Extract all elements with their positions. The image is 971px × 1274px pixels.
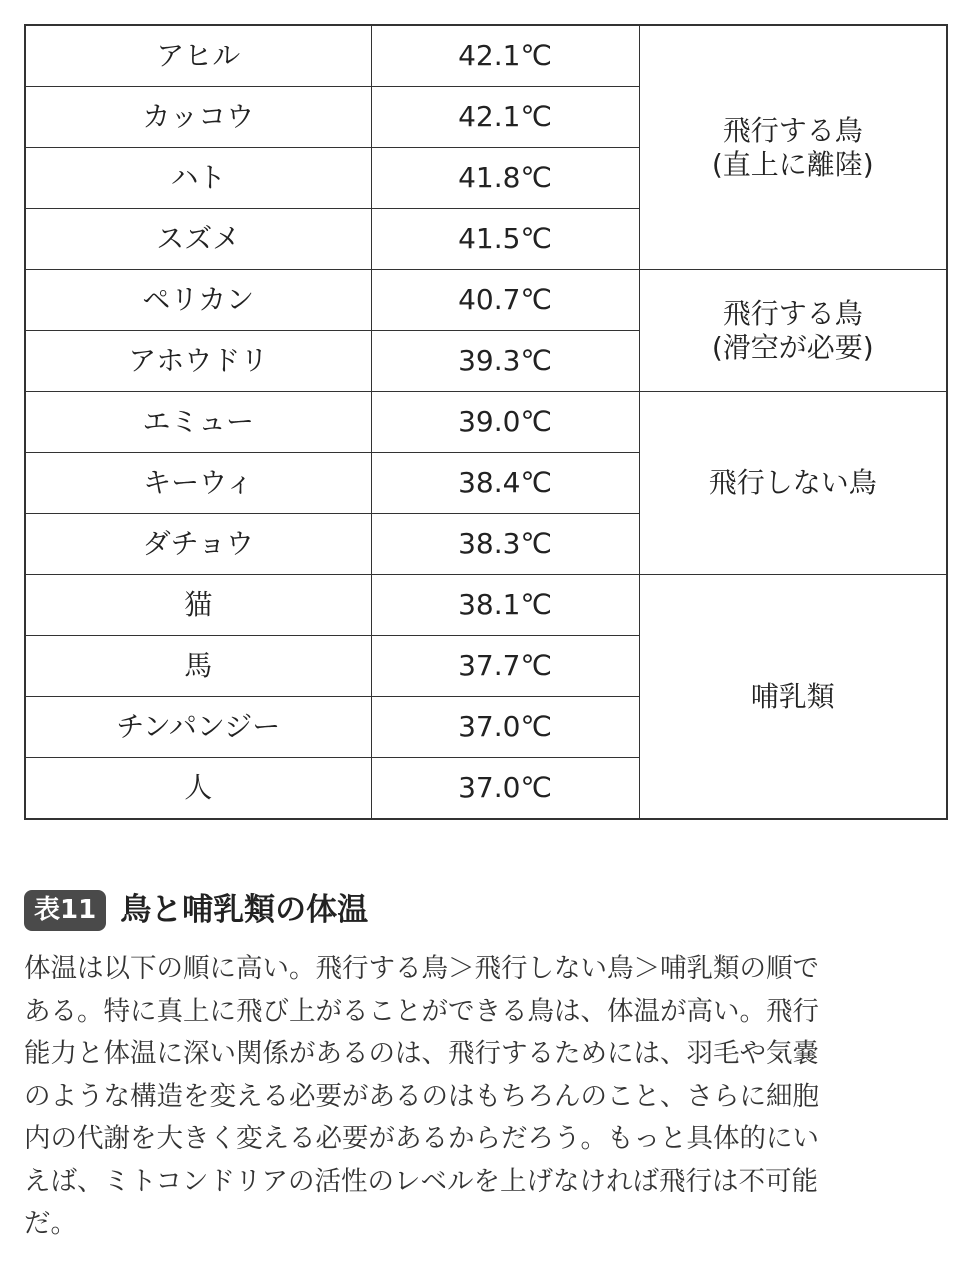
- body-temp: 42.1℃: [371, 87, 639, 148]
- paragraph-line: 内の代謝を大きく変える必要があるからだろう。もっと具体的にい: [24, 1123, 819, 1154]
- body-temp: 41.8℃: [371, 148, 639, 209]
- body-temp: 39.3℃: [371, 331, 639, 392]
- table-number-badge: 表11: [24, 890, 106, 931]
- animal-name: キーウィ: [25, 453, 371, 514]
- animal-name: 馬: [25, 636, 371, 697]
- body-temp: 41.5℃: [371, 209, 639, 270]
- table-row: [25, 25, 947, 87]
- group-label: 飛行する鳥: [722, 113, 863, 147]
- body-paragraph: [24, 948, 948, 1246]
- table-row: [25, 575, 947, 636]
- body-temp: 38.3℃: [371, 514, 639, 575]
- group-label: 哺乳類: [750, 679, 835, 713]
- animal-name: カッコウ: [25, 87, 371, 148]
- animal-name: チンパンジー: [25, 697, 371, 758]
- table-title: 鳥と哺乳類の体温: [120, 892, 369, 928]
- animal-name: ペリカン: [25, 270, 371, 331]
- paragraph-line: だ。: [24, 1208, 77, 1239]
- animal-name: エミュー: [25, 392, 371, 453]
- group-cell: [639, 575, 947, 820]
- body-temp: 42.1℃: [371, 25, 639, 87]
- body-temp: 39.0℃: [371, 392, 639, 453]
- paragraph-line: ある。特に真上に飛び上がることができる鳥は、体温が高い。飛行: [24, 995, 819, 1027]
- table-caption: [24, 888, 368, 932]
- paragraph-line: のような構造を変える必要があるのはもちろんのこと、さらに細胞: [24, 1080, 819, 1112]
- body-temperature-table: [24, 24, 948, 820]
- animal-name: アホウドリ: [25, 331, 371, 392]
- body-temp: 38.1℃: [371, 575, 639, 636]
- table-row: [25, 270, 947, 331]
- group-note: (滑空が必要): [711, 330, 874, 364]
- group-label: 飛行する鳥: [722, 296, 863, 330]
- paragraph-line: 体温は以下の順に高い。飛行する鳥＞飛行しない鳥＞哺乳類の順で: [24, 953, 819, 984]
- paragraph-line: 能力と体温に深い関係があるのは、飛行するためには、羽毛や気嚢: [24, 1038, 819, 1069]
- group-note: (直上に離陸): [711, 147, 874, 181]
- body-temp: 37.7℃: [371, 636, 639, 697]
- animal-name: 猫: [25, 575, 371, 636]
- animal-name: ダチョウ: [25, 514, 371, 575]
- body-temp: 38.4℃: [371, 453, 639, 514]
- animal-name: ハト: [25, 148, 371, 209]
- animal-name: アヒル: [25, 25, 371, 87]
- body-temp: 40.7℃: [371, 270, 639, 331]
- body-temp: 37.0℃: [371, 697, 639, 758]
- paragraph-line: えば、ミトコンドリアの活性のレベルを上げなければ飛行は不可能: [24, 1165, 818, 1197]
- table-row: [25, 392, 947, 453]
- animal-name: 人: [25, 758, 371, 820]
- group-cell: [639, 270, 947, 392]
- group-cell: [639, 392, 947, 575]
- group-cell: [639, 25, 947, 270]
- group-label: 飛行しない鳥: [708, 466, 877, 499]
- animal-name: スズメ: [25, 209, 371, 270]
- body-temp: 37.0℃: [371, 758, 639, 820]
